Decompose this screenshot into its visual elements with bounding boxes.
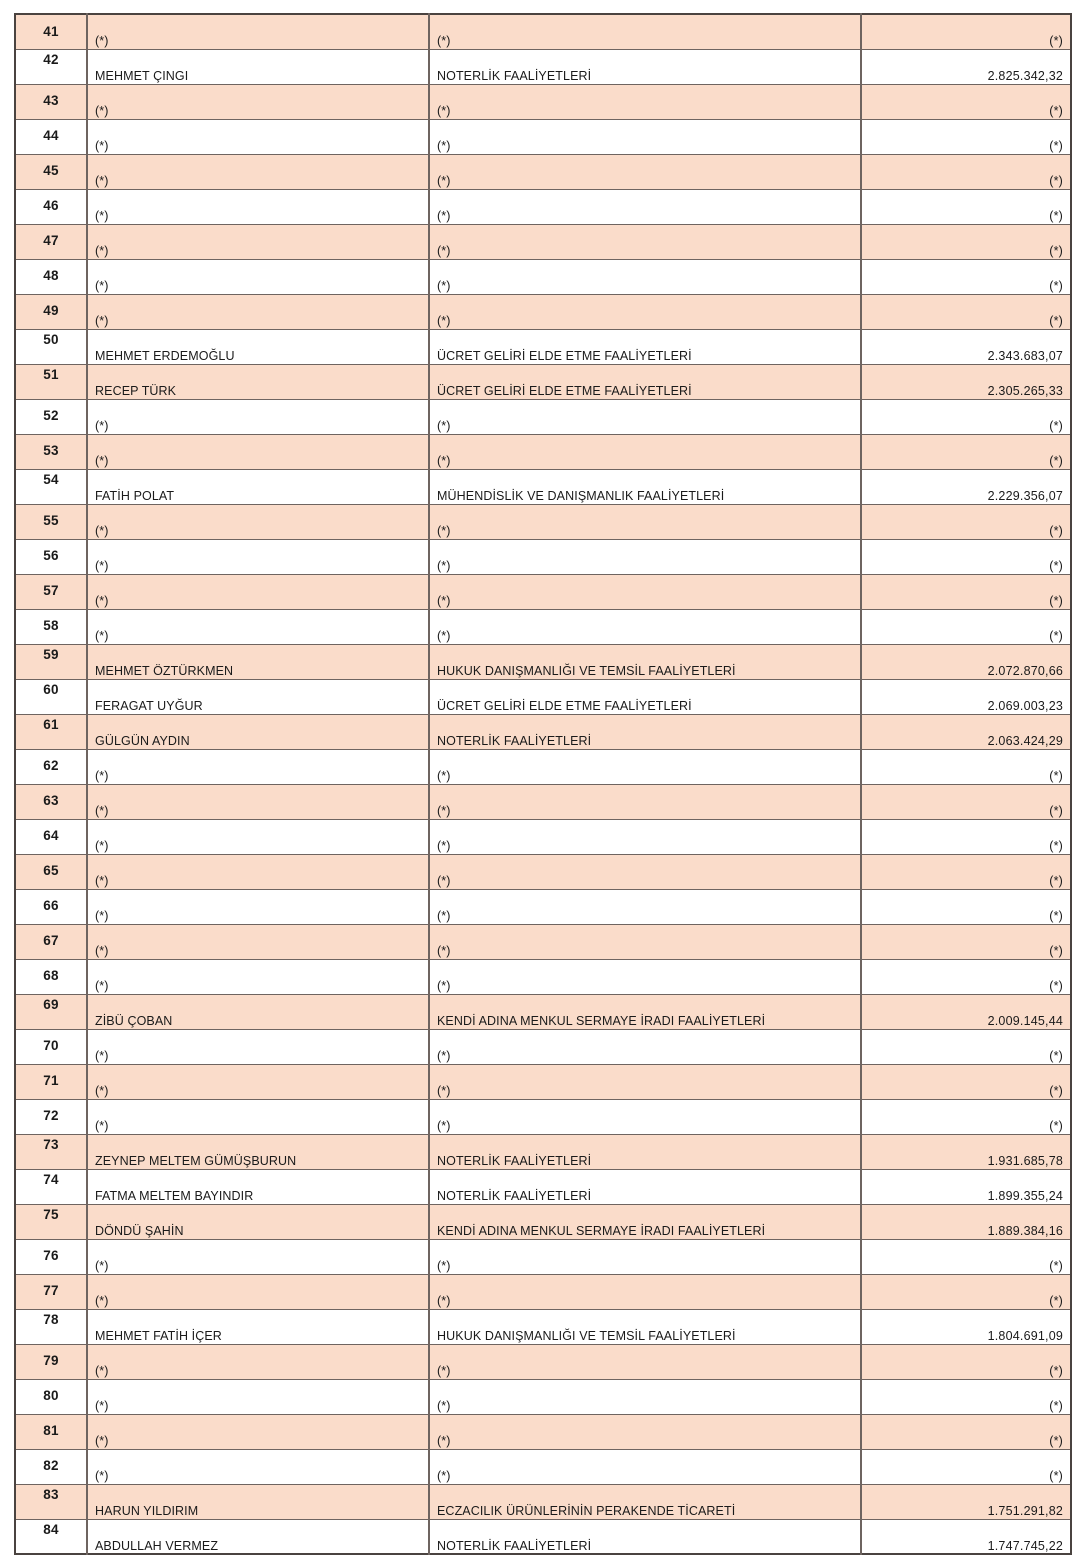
cell-activity: (*) bbox=[429, 224, 861, 259]
cell-taxpayer-name: (*) bbox=[87, 1099, 429, 1134]
cell-amount: 2.072.870,66 bbox=[861, 644, 1071, 679]
table-row bbox=[15, 749, 1071, 784]
cell-amount: (*) bbox=[861, 854, 1071, 889]
cell-amount: (*) bbox=[861, 14, 1071, 49]
table-row bbox=[15, 154, 1071, 189]
cell-rank: 79 bbox=[15, 1344, 87, 1379]
cell-amount: 1.751.291,82 bbox=[861, 1484, 1071, 1519]
cell-rank: 49 bbox=[15, 294, 87, 329]
table-row bbox=[15, 224, 1071, 259]
cell-rank: 69 bbox=[15, 994, 87, 1029]
table-row bbox=[15, 1239, 1071, 1274]
cell-taxpayer-name: (*) bbox=[87, 1449, 429, 1484]
table-row bbox=[15, 1274, 1071, 1309]
cell-amount: (*) bbox=[861, 154, 1071, 189]
table-row bbox=[15, 49, 1071, 84]
cell-taxpayer-name: (*) bbox=[87, 854, 429, 889]
cell-taxpayer-name: (*) bbox=[87, 119, 429, 154]
cell-rank: 46 bbox=[15, 189, 87, 224]
cell-taxpayer-name: (*) bbox=[87, 1239, 429, 1274]
cell-taxpayer-name: (*) bbox=[87, 154, 429, 189]
cell-rank: 74 bbox=[15, 1169, 87, 1204]
table-row bbox=[15, 434, 1071, 469]
table-row bbox=[15, 714, 1071, 749]
cell-amount: 2.229.356,07 bbox=[861, 469, 1071, 504]
table-row bbox=[15, 119, 1071, 154]
cell-amount: (*) bbox=[861, 889, 1071, 924]
cell-amount: (*) bbox=[861, 1029, 1071, 1064]
cell-amount: (*) bbox=[861, 784, 1071, 819]
cell-amount: 1.931.685,78 bbox=[861, 1134, 1071, 1169]
cell-activity: NOTERLİK FAALİYETLERİ bbox=[429, 49, 861, 84]
cell-activity: (*) bbox=[429, 119, 861, 154]
cell-taxpayer-name: (*) bbox=[87, 259, 429, 294]
cell-taxpayer-name: (*) bbox=[87, 14, 429, 49]
cell-activity: (*) bbox=[429, 784, 861, 819]
cell-activity: (*) bbox=[429, 854, 861, 889]
cell-rank: 58 bbox=[15, 609, 87, 644]
table-row bbox=[15, 889, 1071, 924]
cell-taxpayer-name: (*) bbox=[87, 784, 429, 819]
cell-amount: (*) bbox=[861, 399, 1071, 434]
cell-taxpayer-name: FATİH POLAT bbox=[87, 469, 429, 504]
table-row bbox=[15, 1204, 1071, 1239]
cell-rank: 44 bbox=[15, 119, 87, 154]
cell-rank: 41 bbox=[15, 14, 87, 49]
cell-amount: 2.063.424,29 bbox=[861, 714, 1071, 749]
table-row bbox=[15, 294, 1071, 329]
cell-activity: (*) bbox=[429, 294, 861, 329]
cell-rank: 81 bbox=[15, 1414, 87, 1449]
cell-taxpayer-name: ZİBÜ ÇOBAN bbox=[87, 994, 429, 1029]
cell-activity: KENDİ ADINA MENKUL SERMAYE İRADI FAALİYETLERİ bbox=[429, 994, 861, 1029]
cell-rank: 65 bbox=[15, 854, 87, 889]
cell-taxpayer-name: (*) bbox=[87, 539, 429, 574]
cell-amount: 1.747.745,22 bbox=[861, 1519, 1071, 1554]
cell-amount: (*) bbox=[861, 1449, 1071, 1484]
cell-activity: (*) bbox=[429, 889, 861, 924]
table-row bbox=[15, 1064, 1071, 1099]
cell-rank: 71 bbox=[15, 1064, 87, 1099]
cell-activity: NOTERLİK FAALİYETLERİ bbox=[429, 1169, 861, 1204]
cell-amount: (*) bbox=[861, 749, 1071, 784]
cell-activity: (*) bbox=[429, 609, 861, 644]
cell-rank: 78 bbox=[15, 1309, 87, 1344]
table-body bbox=[15, 14, 1071, 1554]
cell-activity: (*) bbox=[429, 259, 861, 294]
cell-activity: (*) bbox=[429, 924, 861, 959]
cell-amount: 1.899.355,24 bbox=[861, 1169, 1071, 1204]
table-row bbox=[15, 1309, 1071, 1344]
cell-activity: (*) bbox=[429, 84, 861, 119]
cell-amount: (*) bbox=[861, 1274, 1071, 1309]
cell-activity: NOTERLİK FAALİYETLERİ bbox=[429, 1134, 861, 1169]
cell-rank: 56 bbox=[15, 539, 87, 574]
cell-activity: (*) bbox=[429, 1274, 861, 1309]
table-row bbox=[15, 1134, 1071, 1169]
cell-rank: 59 bbox=[15, 644, 87, 679]
cell-amount: (*) bbox=[861, 1344, 1071, 1379]
cell-amount: (*) bbox=[861, 84, 1071, 119]
cell-activity: (*) bbox=[429, 1239, 861, 1274]
cell-taxpayer-name: MEHMET ERDEMOĞLU bbox=[87, 329, 429, 364]
table-row bbox=[15, 539, 1071, 574]
cell-amount: (*) bbox=[861, 1379, 1071, 1414]
cell-amount: 2.343.683,07 bbox=[861, 329, 1071, 364]
cell-activity: (*) bbox=[429, 1029, 861, 1064]
table-row bbox=[15, 1484, 1071, 1519]
cell-amount: 1.804.691,09 bbox=[861, 1309, 1071, 1344]
cell-rank: 70 bbox=[15, 1029, 87, 1064]
cell-activity: ÜCRET GELİRİ ELDE ETME FAALİYETLERİ bbox=[429, 679, 861, 714]
cell-activity: NOTERLİK FAALİYETLERİ bbox=[429, 714, 861, 749]
cell-taxpayer-name: MEHMET FATİH İÇER bbox=[87, 1309, 429, 1344]
cell-taxpayer-name: (*) bbox=[87, 1344, 429, 1379]
table-row bbox=[15, 399, 1071, 434]
cell-taxpayer-name: (*) bbox=[87, 294, 429, 329]
taxpayer-ranking-table bbox=[14, 13, 1072, 1555]
cell-taxpayer-name: RECEP TÜRK bbox=[87, 364, 429, 399]
cell-amount: (*) bbox=[861, 1414, 1071, 1449]
cell-rank: 84 bbox=[15, 1519, 87, 1554]
cell-amount: (*) bbox=[861, 959, 1071, 994]
cell-taxpayer-name: (*) bbox=[87, 889, 429, 924]
cell-amount: 2.825.342,32 bbox=[861, 49, 1071, 84]
cell-taxpayer-name: HARUN YILDIRIM bbox=[87, 1484, 429, 1519]
table-container bbox=[14, 13, 1070, 1555]
table-row bbox=[15, 819, 1071, 854]
cell-activity: (*) bbox=[429, 959, 861, 994]
table-row bbox=[15, 1414, 1071, 1449]
cell-rank: 76 bbox=[15, 1239, 87, 1274]
cell-taxpayer-name: (*) bbox=[87, 749, 429, 784]
cell-activity: ÜCRET GELİRİ ELDE ETME FAALİYETLERİ bbox=[429, 364, 861, 399]
table-row bbox=[15, 1344, 1071, 1379]
cell-taxpayer-name: ZEYNEP MELTEM GÜMÜŞBURUN bbox=[87, 1134, 429, 1169]
table-row bbox=[15, 1379, 1071, 1414]
cell-amount: (*) bbox=[861, 504, 1071, 539]
cell-taxpayer-name: (*) bbox=[87, 1274, 429, 1309]
cell-rank: 57 bbox=[15, 574, 87, 609]
cell-amount: (*) bbox=[861, 1099, 1071, 1134]
cell-amount: 2.069.003,23 bbox=[861, 679, 1071, 714]
cell-taxpayer-name: (*) bbox=[87, 434, 429, 469]
cell-rank: 77 bbox=[15, 1274, 87, 1309]
cell-activity: MÜHENDİSLİK VE DANIŞMANLIK FAALİYETLERİ bbox=[429, 469, 861, 504]
cell-rank: 73 bbox=[15, 1134, 87, 1169]
cell-amount: (*) bbox=[861, 819, 1071, 854]
cell-amount: 1.889.384,16 bbox=[861, 1204, 1071, 1239]
cell-rank: 60 bbox=[15, 679, 87, 714]
cell-rank: 72 bbox=[15, 1099, 87, 1134]
table-row bbox=[15, 679, 1071, 714]
table-row bbox=[15, 14, 1071, 49]
table-row bbox=[15, 644, 1071, 679]
cell-activity: HUKUK DANIŞMANLIĞI VE TEMSİL FAALİYETLERİ bbox=[429, 644, 861, 679]
cell-taxpayer-name: (*) bbox=[87, 1414, 429, 1449]
cell-rank: 53 bbox=[15, 434, 87, 469]
table-row bbox=[15, 469, 1071, 504]
cell-activity: (*) bbox=[429, 574, 861, 609]
cell-taxpayer-name: (*) bbox=[87, 924, 429, 959]
cell-activity: ECZACILIK ÜRÜNLERİNİN PERAKENDE TİCARETİ bbox=[429, 1484, 861, 1519]
cell-amount: (*) bbox=[861, 294, 1071, 329]
table-row bbox=[15, 1519, 1071, 1554]
cell-amount: (*) bbox=[861, 574, 1071, 609]
cell-rank: 43 bbox=[15, 84, 87, 119]
table-row bbox=[15, 784, 1071, 819]
table-row bbox=[15, 504, 1071, 539]
cell-activity: (*) bbox=[429, 154, 861, 189]
cell-taxpayer-name: GÜLGÜN AYDIN bbox=[87, 714, 429, 749]
cell-rank: 54 bbox=[15, 469, 87, 504]
cell-activity: (*) bbox=[429, 819, 861, 854]
cell-rank: 50 bbox=[15, 329, 87, 364]
cell-taxpayer-name: DÖNDÜ ŞAHİN bbox=[87, 1204, 429, 1239]
cell-activity: (*) bbox=[429, 1414, 861, 1449]
cell-taxpayer-name: MEHMET ÇINGI bbox=[87, 49, 429, 84]
cell-amount: (*) bbox=[861, 189, 1071, 224]
table-row bbox=[15, 84, 1071, 119]
cell-rank: 61 bbox=[15, 714, 87, 749]
cell-taxpayer-name: (*) bbox=[87, 84, 429, 119]
cell-taxpayer-name: (*) bbox=[87, 504, 429, 539]
cell-activity: (*) bbox=[429, 1344, 861, 1379]
cell-amount: (*) bbox=[861, 1239, 1071, 1274]
cell-activity: HUKUK DANIŞMANLIĞI VE TEMSİL FAALİYETLERİ bbox=[429, 1309, 861, 1344]
cell-taxpayer-name: (*) bbox=[87, 959, 429, 994]
table-row bbox=[15, 924, 1071, 959]
cell-rank: 67 bbox=[15, 924, 87, 959]
cell-activity: KENDİ ADINA MENKUL SERMAYE İRADI FAALİYETLERİ bbox=[429, 1204, 861, 1239]
cell-rank: 62 bbox=[15, 749, 87, 784]
table-row bbox=[15, 609, 1071, 644]
cell-activity: (*) bbox=[429, 1064, 861, 1099]
cell-activity: (*) bbox=[429, 1099, 861, 1134]
cell-amount: (*) bbox=[861, 224, 1071, 259]
cell-activity: (*) bbox=[429, 504, 861, 539]
cell-activity: NOTERLİK FAALİYETLERİ bbox=[429, 1519, 861, 1554]
cell-taxpayer-name: (*) bbox=[87, 1379, 429, 1414]
cell-taxpayer-name: (*) bbox=[87, 1029, 429, 1064]
cell-taxpayer-name: (*) bbox=[87, 574, 429, 609]
cell-rank: 82 bbox=[15, 1449, 87, 1484]
cell-activity: (*) bbox=[429, 539, 861, 574]
table-row bbox=[15, 1029, 1071, 1064]
cell-amount: (*) bbox=[861, 259, 1071, 294]
table-row bbox=[15, 1449, 1071, 1484]
cell-taxpayer-name: (*) bbox=[87, 609, 429, 644]
cell-amount: (*) bbox=[861, 119, 1071, 154]
cell-activity: (*) bbox=[429, 1449, 861, 1484]
cell-taxpayer-name: FATMA MELTEM BAYINDIR bbox=[87, 1169, 429, 1204]
cell-rank: 42 bbox=[15, 49, 87, 84]
cell-activity: (*) bbox=[429, 399, 861, 434]
cell-taxpayer-name: (*) bbox=[87, 1064, 429, 1099]
cell-rank: 55 bbox=[15, 504, 87, 539]
cell-rank: 63 bbox=[15, 784, 87, 819]
cell-amount: 2.009.145,44 bbox=[861, 994, 1071, 1029]
cell-rank: 48 bbox=[15, 259, 87, 294]
table-row bbox=[15, 259, 1071, 294]
table-row bbox=[15, 1099, 1071, 1134]
cell-activity: ÜCRET GELİRİ ELDE ETME FAALİYETLERİ bbox=[429, 329, 861, 364]
table-row bbox=[15, 364, 1071, 399]
cell-amount: (*) bbox=[861, 609, 1071, 644]
cell-rank: 68 bbox=[15, 959, 87, 994]
cell-activity: (*) bbox=[429, 14, 861, 49]
cell-activity: (*) bbox=[429, 434, 861, 469]
cell-rank: 45 bbox=[15, 154, 87, 189]
cell-amount: (*) bbox=[861, 434, 1071, 469]
table-row bbox=[15, 329, 1071, 364]
table-row bbox=[15, 994, 1071, 1029]
cell-amount: 2.305.265,33 bbox=[861, 364, 1071, 399]
cell-taxpayer-name: ABDULLAH VERMEZ bbox=[87, 1519, 429, 1554]
cell-taxpayer-name: (*) bbox=[87, 189, 429, 224]
cell-rank: 64 bbox=[15, 819, 87, 854]
cell-amount: (*) bbox=[861, 539, 1071, 574]
cell-rank: 47 bbox=[15, 224, 87, 259]
cell-activity: (*) bbox=[429, 1379, 861, 1414]
cell-rank: 66 bbox=[15, 889, 87, 924]
cell-amount: (*) bbox=[861, 924, 1071, 959]
table-row bbox=[15, 1169, 1071, 1204]
cell-activity: (*) bbox=[429, 749, 861, 784]
table-row bbox=[15, 574, 1071, 609]
cell-rank: 75 bbox=[15, 1204, 87, 1239]
cell-taxpayer-name: (*) bbox=[87, 399, 429, 434]
cell-taxpayer-name: FERAGAT UYĞUR bbox=[87, 679, 429, 714]
table-row bbox=[15, 959, 1071, 994]
table-row bbox=[15, 189, 1071, 224]
cell-activity: (*) bbox=[429, 189, 861, 224]
cell-rank: 52 bbox=[15, 399, 87, 434]
cell-rank: 83 bbox=[15, 1484, 87, 1519]
cell-taxpayer-name: MEHMET ÖZTÜRKMEN bbox=[87, 644, 429, 679]
cell-taxpayer-name: (*) bbox=[87, 224, 429, 259]
cell-amount: (*) bbox=[861, 1064, 1071, 1099]
cell-rank: 80 bbox=[15, 1379, 87, 1414]
cell-rank: 51 bbox=[15, 364, 87, 399]
table-row bbox=[15, 854, 1071, 889]
cell-taxpayer-name: (*) bbox=[87, 819, 429, 854]
